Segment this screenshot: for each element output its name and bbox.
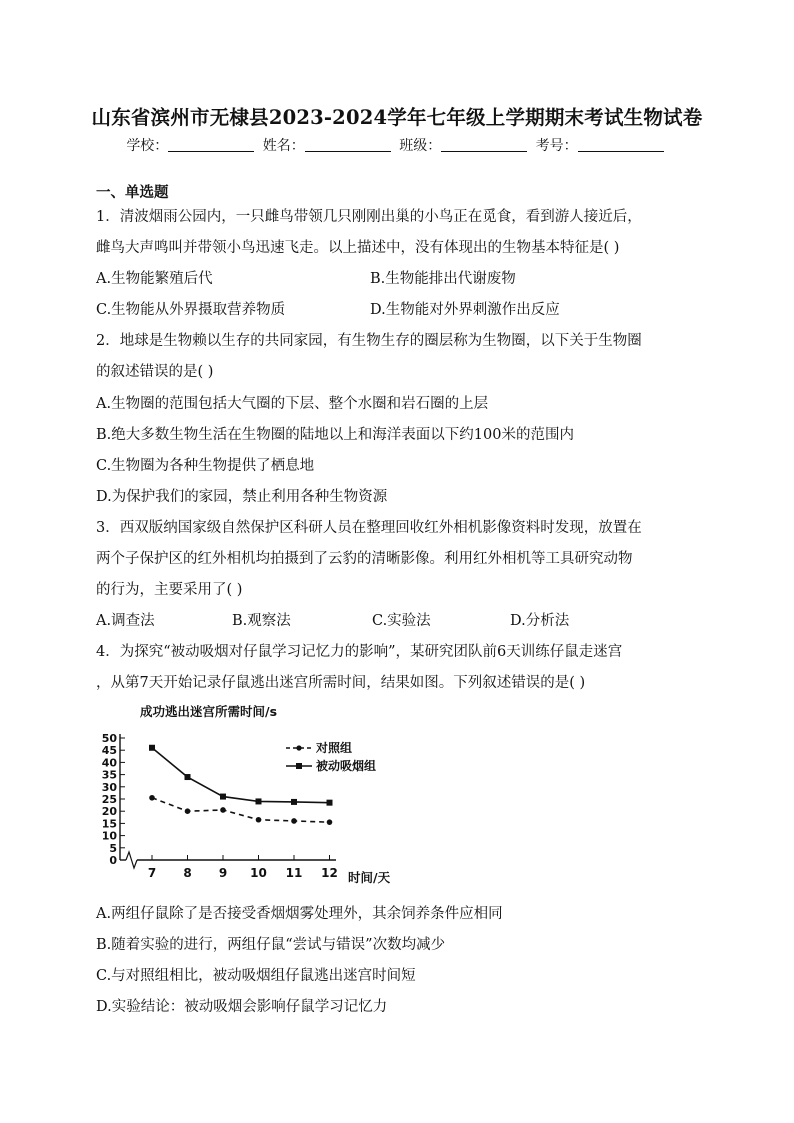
chart-y-tick-label: 0 (109, 854, 117, 867)
chart-point (327, 800, 333, 806)
q3-stem-line2: 两个子保护区的红外相机均拍摄到了云豹的清晰影像。利用红外相机等工具研究动物 (96, 551, 633, 567)
q1-option-a[interactable]: A.生物能繁殖后代 (96, 271, 213, 287)
chart-point (256, 817, 262, 823)
maze-time-chart (96, 700, 416, 890)
chart-legend-marker (296, 745, 301, 750)
q3-option-c[interactable]: C.实验法 (372, 613, 431, 629)
school-field[interactable] (168, 137, 254, 152)
q4-option-b[interactable]: B.随着实验的进行，两组仔鼠“尝试与错误”次数均减少 (96, 937, 446, 953)
chart-legend-marker (296, 763, 302, 769)
chart-y-tick-label: 25 (101, 793, 117, 806)
name-field[interactable] (305, 137, 391, 152)
student-info (0, 135, 794, 155)
chart-y-tick-label: 10 (101, 829, 117, 843)
q1-stem-line2: 雌鸟大声鸣叫并带领小鸟迅速飞走。以上描述中，没有体现出的生物基本特征是( ) (96, 240, 620, 256)
class-field[interactable] (441, 137, 527, 152)
chart-y-tick-label: 40 (101, 756, 117, 770)
chart-point (220, 794, 226, 800)
school-label: 学校： (126, 138, 169, 154)
chart-point (291, 818, 297, 824)
q3-option-a[interactable]: A.调查法 (96, 613, 155, 629)
chart-y-tick-label: 5 (109, 841, 117, 855)
class-label: 班级： (399, 138, 442, 154)
id-field[interactable] (578, 137, 664, 152)
q2-option-c[interactable]: C.生物圈为各种生物提供了栖息地 (96, 458, 315, 474)
chart-x-tick-label: 9 (218, 866, 228, 880)
chart-x-tick-label: 8 (183, 866, 192, 880)
chart-series-line-1 (152, 748, 330, 803)
name-label: 姓名： (262, 138, 305, 154)
id-label: 考号： (535, 138, 578, 154)
chart-xlabel: 时间/天 (348, 870, 391, 885)
chart-y-tick-label: 35 (101, 768, 117, 782)
chart-point (220, 807, 226, 813)
exam-title: 山东省滨州市无棣县2023-2024学年七年级上学期期末考试生物试卷 (91, 106, 703, 129)
q4-option-c[interactable]: C.与对照组相比，被动吸烟组仔鼠逃出迷宫时间短 (96, 968, 416, 984)
q2-stem-line2: 的叙述错误的是( ) (96, 364, 214, 380)
q4-option-d[interactable]: D.实验结论：被动吸烟会影响仔鼠学习记忆力 (96, 999, 388, 1015)
chart-ylabel: 成功逃出迷宫所需时间/s (140, 704, 278, 719)
q3-stem-line1: 3．西双版纳国家级自然保护区科研人员在整理回收红外相机影像资料时发现，放置在 (96, 520, 642, 536)
q1-stem-line1: 1．清波烟雨公园内，一只雌鸟带领几只刚刚出巢的小鸟正在觅食，看到游人接近后， (96, 209, 642, 225)
chart-y-tick-label: 45 (101, 744, 117, 758)
chart-y-tick-label: 20 (101, 805, 117, 819)
chart-point (185, 808, 191, 814)
chart-y-tick-label: 50 (101, 732, 117, 745)
q4-stem-line1: 4．为探究“被动吸烟对仔鼠学习记忆力的影响”，某研究团队前6天训练仔鼠走迷宫 (96, 644, 623, 660)
q3-stem-line3: 的行为，主要采用了( ) (96, 582, 243, 598)
q2-stem-line1: 2．地球是生物赖以生存的共同家园，有生物生存的圈层称为生物圈，以下关于生物圈 (96, 333, 642, 349)
chart-point (327, 819, 333, 825)
section-heading: 一、单选题 (96, 184, 169, 201)
chart-x-tick-label: 11 (285, 866, 303, 880)
q4-option-a[interactable]: A.两组仔鼠除了是否接受香烟烟雾处理外，其余饲养条件应相同 (96, 906, 503, 922)
q1-option-b[interactable]: B.生物能排出代谢废物 (370, 271, 516, 287)
chart-x-tick-label: 7 (147, 866, 157, 880)
q1-option-c[interactable]: C.生物能从外界摄取营养物质 (96, 302, 286, 318)
chart-point (149, 745, 155, 751)
chart-legend-label: 被动吸烟组 (316, 759, 377, 773)
chart-point (185, 774, 191, 780)
chart-point (291, 799, 297, 805)
chart-x-tick-label: 10 (250, 866, 267, 880)
q3-option-b[interactable]: B.观察法 (232, 613, 291, 629)
q1-option-d[interactable]: D.生物能对外界刺激作出反应 (370, 302, 560, 318)
chart-x-tick-label: 12 (321, 866, 338, 880)
q2-option-b[interactable]: B.绝大多数生物生活在生物圈的陆地以上和海洋表面以下约100米的范围内 (96, 427, 574, 443)
chart-y-tick-label: 15 (101, 817, 117, 831)
chart-y-tick-label: 30 (101, 780, 117, 794)
q3-option-d[interactable]: D.分析法 (510, 613, 570, 629)
q2-option-a[interactable]: A.生物圈的范围包括大气圈的下层、整个水圈和岩石圈的上层 (96, 396, 489, 412)
chart-axis-break (126, 852, 137, 868)
chart-point (256, 798, 262, 804)
q2-option-d[interactable]: D.为保护我们的家园，禁止利用各种生物资源 (96, 489, 388, 505)
q4-stem-line2: ，从第7天开始记录仔鼠逃出迷宫所需时间，结果如图。下列叙述错误的是( ) (96, 675, 586, 691)
chart-point (149, 795, 155, 801)
chart-legend-label: 对照组 (316, 741, 353, 755)
